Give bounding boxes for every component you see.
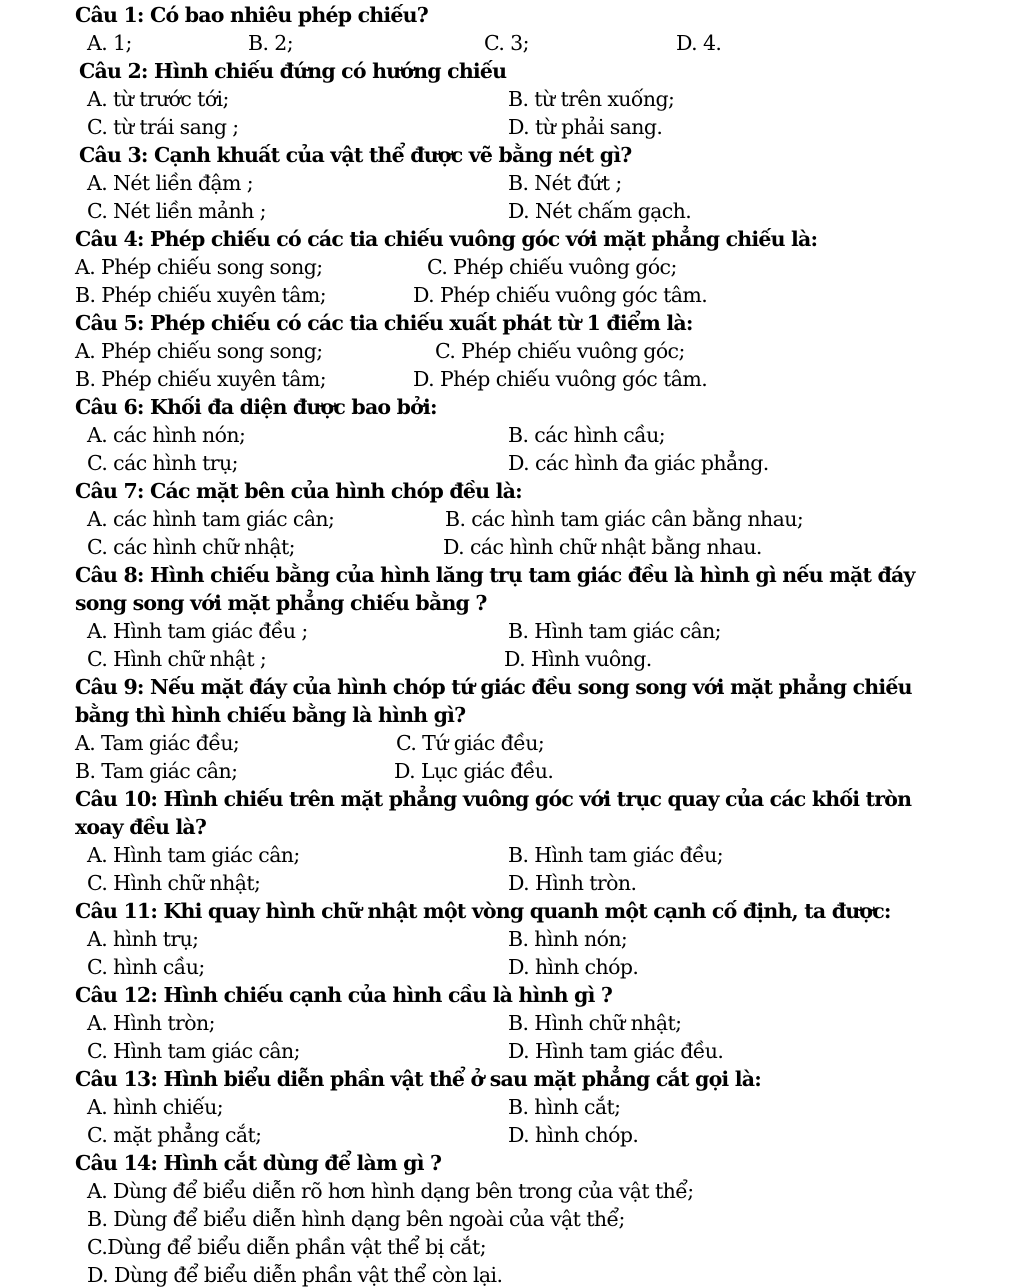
question-7-option-a: A. các hình tam giác cân; bbox=[87, 507, 335, 531]
question-10-prompt: Câu 10: Hình chiếu trên mặt phẳng vuông góc với trục quay của các khối tròn bbox=[75, 787, 912, 811]
question-8-option-b: B. Hình tam giác cân; bbox=[508, 619, 721, 643]
question-2-option-d: D. từ phải sang. bbox=[508, 115, 663, 139]
question-8-option-c: C. Hình chữ nhật ; bbox=[87, 647, 267, 671]
question-13-prompt: Câu 13: Hình biểu diễn phần vật thể ở sau mặt phẳng cắt gọi là: bbox=[75, 1067, 761, 1091]
question-9-option-a: A. Tam giác đều; bbox=[75, 731, 240, 755]
question-9-prompt: bằng thì hình chiếu bằng là hình gì? bbox=[75, 703, 466, 727]
question-2-option-c: C. từ trái sang ; bbox=[87, 115, 239, 139]
question-5-option-b: B. Phép chiếu xuyên tâm; bbox=[75, 367, 327, 391]
question-10-option-d: D. Hình tròn. bbox=[508, 871, 637, 895]
question-11-option-d: D. hình chóp. bbox=[508, 955, 639, 979]
question-10-prompt: xoay đều là? bbox=[75, 815, 207, 839]
question-10-option-b: B. Hình tam giác đều; bbox=[508, 843, 724, 867]
question-14-option-a: A. Dùng để biểu diễn rõ hơn hình dạng bên trong của vật thể; bbox=[87, 1179, 694, 1203]
question-8-prompt: Câu 8: Hình chiếu bằng của hình lăng trụ tam giác đều là hình gì nếu mặt đáy bbox=[75, 563, 915, 587]
question-2-prompt: Câu 2: Hình chiếu đứng có hướng chiếu bbox=[79, 59, 507, 83]
question-6-option-a: A. các hình nón; bbox=[87, 423, 246, 447]
question-1-option-c: C. 3; bbox=[484, 31, 529, 55]
question-5-option-a: A. Phép chiếu song song; bbox=[75, 339, 323, 363]
question-14-option-d: D. Dùng để biểu diễn phần vật thể còn lại. bbox=[87, 1263, 503, 1287]
question-14-option-c: C.Dùng để biểu diễn phần vật thể bị cắt; bbox=[87, 1235, 487, 1259]
question-7-prompt: Câu 7: Các mặt bên của hình chóp đều là: bbox=[75, 479, 522, 503]
question-9-option-d: D. Lục giác đều. bbox=[394, 759, 554, 783]
question-7-option-b: B. các hình tam giác cân bằng nhau; bbox=[445, 507, 804, 531]
question-6-option-d: D. các hình đa giác phẳng. bbox=[508, 451, 769, 475]
question-13-option-a: A. hình chiếu; bbox=[87, 1095, 224, 1119]
question-11-option-b: B. hình nón; bbox=[508, 927, 628, 951]
question-1-option-b: B. 2; bbox=[248, 31, 294, 55]
question-10-option-c: C. Hình chữ nhật; bbox=[87, 871, 261, 895]
question-13-option-b: B. hình cắt; bbox=[508, 1095, 621, 1119]
question-4-option-c: C. Phép chiếu vuông góc; bbox=[427, 255, 677, 279]
question-5-option-d: D. Phép chiếu vuông góc tâm. bbox=[413, 367, 708, 391]
question-6-option-b: B. các hình cầu; bbox=[508, 423, 666, 447]
question-8-option-d: D. Hình vuông. bbox=[504, 647, 652, 671]
question-12-prompt: Câu 12: Hình chiếu cạnh của hình cầu là hình gì ? bbox=[75, 983, 613, 1007]
question-14-prompt: Câu 14: Hình cắt dùng để làm gì ? bbox=[75, 1151, 442, 1175]
question-11-option-a: A. hình trụ; bbox=[87, 927, 199, 951]
question-7-option-d: D. các hình chữ nhật bằng nhau. bbox=[443, 535, 762, 559]
question-9-option-b: B. Tam giác cân; bbox=[75, 759, 238, 783]
question-11-prompt: Câu 11: Khi quay hình chữ nhật một vòng quanh một cạnh cố định, ta được: bbox=[75, 899, 891, 923]
question-12-option-c: C. Hình tam giác cân; bbox=[87, 1039, 300, 1063]
question-3-option-b: B. Nét đứt ; bbox=[508, 171, 622, 195]
question-1-prompt: Câu 1: Có bao nhiêu phép chiếu? bbox=[75, 3, 428, 27]
question-4-option-a: A. Phép chiếu song song; bbox=[75, 255, 323, 279]
question-12-option-d: D. Hình tam giác đều. bbox=[508, 1039, 724, 1063]
question-8-prompt: song song với mặt phẳng chiếu bằng ? bbox=[75, 591, 487, 615]
question-7-option-c: C. các hình chữ nhật; bbox=[87, 535, 295, 559]
question-4-prompt: Câu 4: Phép chiếu có các tia chiếu vuông góc với mặt phẳng chiếu là: bbox=[75, 227, 818, 251]
question-5-option-c: C. Phép chiếu vuông góc; bbox=[435, 339, 685, 363]
question-2-option-a: A. từ trước tới; bbox=[87, 87, 229, 111]
question-5-prompt: Câu 5: Phép chiếu có các tia chiếu xuất phát từ 1 điểm là: bbox=[75, 311, 693, 335]
question-9-prompt: Câu 9: Nếu mặt đáy của hình chóp tứ giác đều song song với mặt phẳng chiếu bbox=[75, 675, 912, 699]
question-2-option-b: B. từ trên xuống; bbox=[508, 87, 675, 111]
question-10-option-a: A. Hình tam giác cân; bbox=[87, 843, 300, 867]
question-4-option-d: D. Phép chiếu vuông góc tâm. bbox=[413, 283, 708, 307]
question-11-option-c: C. hình cầu; bbox=[87, 955, 205, 979]
question-3-option-a: A. Nét liền đậm ; bbox=[87, 171, 254, 195]
question-4-option-b: B. Phép chiếu xuyên tâm; bbox=[75, 283, 327, 307]
question-3-option-c: C. Nét liền mảnh ; bbox=[87, 199, 266, 223]
question-1-option-d: D. 4. bbox=[676, 31, 722, 55]
question-12-option-a: A. Hình tròn; bbox=[87, 1011, 215, 1035]
question-1-option-a: A. 1; bbox=[87, 31, 132, 55]
question-13-option-c: C. mặt phẳng cắt; bbox=[87, 1123, 262, 1147]
question-8-option-a: A. Hình tam giác đều ; bbox=[87, 619, 308, 643]
question-14-option-b: B. Dùng để biểu diễn hình dạng bên ngoài của vật thể; bbox=[87, 1207, 625, 1231]
question-3-option-d: D. Nét chấm gạch. bbox=[508, 199, 692, 223]
question-13-option-d: D. hình chóp. bbox=[508, 1123, 639, 1147]
question-9-option-c: C. Tứ giác đều; bbox=[396, 731, 545, 755]
question-3-prompt: Câu 3: Cạnh khuất của vật thể được vẽ bằng nét gì? bbox=[79, 143, 632, 167]
question-12-option-b: B. Hình chữ nhật; bbox=[508, 1011, 682, 1035]
question-6-prompt: Câu 6: Khối đa diện được bao bởi: bbox=[75, 395, 437, 419]
question-6-option-c: C. các hình trụ; bbox=[87, 451, 238, 475]
